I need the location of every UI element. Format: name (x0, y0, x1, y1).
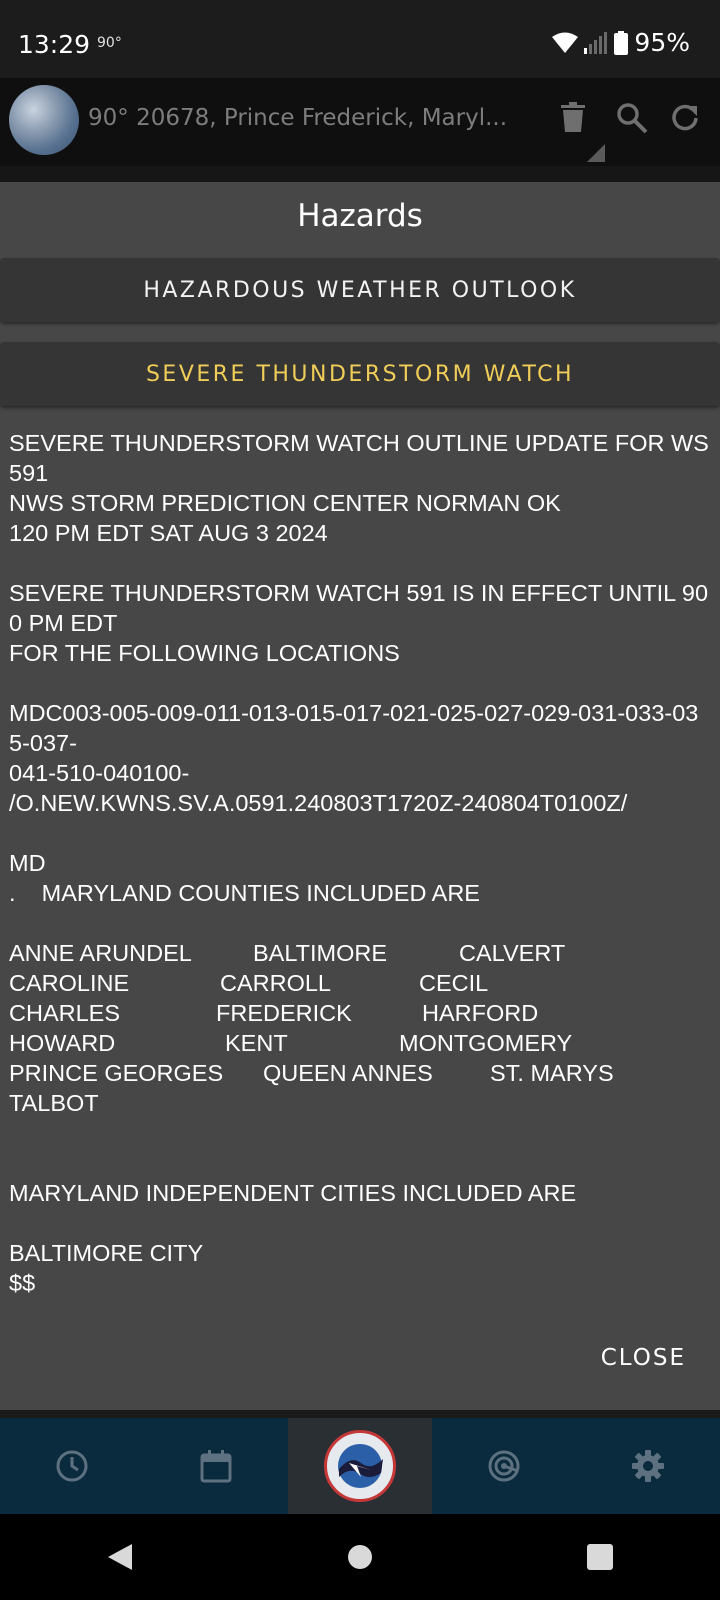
battery-icon (614, 31, 628, 55)
bulletin-effect: SEVERE THUNDERSTORM WATCH 591 IS IN EFFECT UNTIL 900 PM EDT FOR THE FOLLOWING LOCATIONS (9, 580, 709, 666)
bulletin-header: SEVERE THUNDERSTORM WATCH OUTLINE UPDATE FOR WS 591 NWS STORM PREDICTION CENTER NORMAN OK 120 PM EDT SAT AUG 3 2024 (9, 430, 709, 546)
nav-item-current[interactable] (0, 1418, 144, 1514)
county-name: BALTIMORE (253, 940, 388, 966)
battery-percentage: 95% (634, 28, 690, 57)
county-name: TALBOT (9, 1090, 99, 1116)
hazardous-weather-outlook-button[interactable]: HAZARDOUS WEATHER OUTLOOK (0, 258, 720, 322)
bottom-nav (0, 1418, 720, 1514)
status-time: 13:29 (18, 30, 91, 59)
nav-item-hazards[interactable] (288, 1418, 432, 1514)
location-title[interactable]: 90° 20678, Prince Frederick, Maryl... (88, 105, 508, 131)
county-name: ANNE ARUNDEL (9, 940, 192, 966)
overflow-corner-icon (587, 144, 605, 162)
cities-heading: MARYLAND INDEPENDENT CITIES INCLUDED ARE (9, 1180, 577, 1206)
status-temperature: 90° (97, 35, 122, 51)
gear-icon (631, 1449, 665, 1483)
status-icons (552, 28, 690, 57)
county-row (9, 998, 711, 1028)
county-row (9, 938, 711, 968)
county-name: CAROLINE (9, 970, 130, 996)
search-icon[interactable] (616, 102, 648, 134)
trash-icon[interactable] (561, 102, 585, 132)
status-bar (0, 0, 720, 78)
system-nav (0, 1514, 720, 1600)
county-name: MONTGOMERY (399, 1030, 573, 1056)
nav-item-settings[interactable] (576, 1418, 720, 1514)
county-row (9, 1028, 711, 1058)
bulletin-state: MD (9, 850, 46, 876)
signal-icon (584, 32, 608, 54)
refresh-icon[interactable] (669, 102, 701, 134)
county-name: KENT (225, 1030, 288, 1056)
nav-item-forecast[interactable] (144, 1418, 288, 1514)
county-name: ST. MARYS (490, 1060, 614, 1086)
county-name: CECIL (419, 970, 489, 996)
county-name: CARROLL (220, 970, 332, 996)
bulletin-codes: MDC003-005-009-011-013-015-017-021-025-027-029-031-033-035-037- 041-510-040100- /O.NEW.KWNS.SV.A.0591.240803T1720Z-240804T0100Z/ (9, 700, 699, 816)
severe-thunderstorm-watch-button[interactable]: SEVERE THUNDERSTORM WATCH (0, 342, 720, 406)
county-name: FREDERICK (216, 1000, 352, 1026)
county-row (9, 1058, 711, 1088)
calendar-icon (199, 1449, 233, 1483)
nws-logo-graphic (327, 1433, 393, 1499)
county-name: HOWARD (9, 1030, 116, 1056)
back-icon[interactable] (106, 1542, 134, 1572)
weather-avatar[interactable] (9, 85, 79, 155)
hazards-dialog (0, 182, 720, 1410)
county-name: CHARLES (9, 1000, 121, 1026)
radar-icon (487, 1449, 521, 1483)
county-name: PRINCE GEORGES (9, 1060, 224, 1086)
wifi-icon (552, 32, 578, 54)
county-row (9, 968, 711, 998)
county-name: CALVERT (459, 940, 566, 966)
bulletin-text (9, 428, 711, 1298)
counties-heading: . MARYLAND COUNTIES INCLUDED ARE (9, 880, 480, 906)
county-table (9, 938, 711, 1118)
nws-logo (324, 1430, 396, 1502)
county-name: HARFORD (422, 1000, 539, 1026)
clock-icon (55, 1449, 89, 1483)
county-row (9, 1088, 711, 1118)
close-button[interactable]: CLOSE (600, 1345, 686, 1371)
app-bar (0, 78, 720, 166)
recents-icon[interactable] (586, 1543, 614, 1571)
dialog-title: Hazards (297, 198, 423, 234)
cities-list: BALTIMORE CITY (9, 1240, 204, 1266)
nav-item-radar[interactable] (432, 1418, 576, 1514)
end-marker: $$ (9, 1270, 36, 1296)
home-icon[interactable] (346, 1543, 374, 1571)
county-name: QUEEN ANNES (263, 1060, 433, 1086)
